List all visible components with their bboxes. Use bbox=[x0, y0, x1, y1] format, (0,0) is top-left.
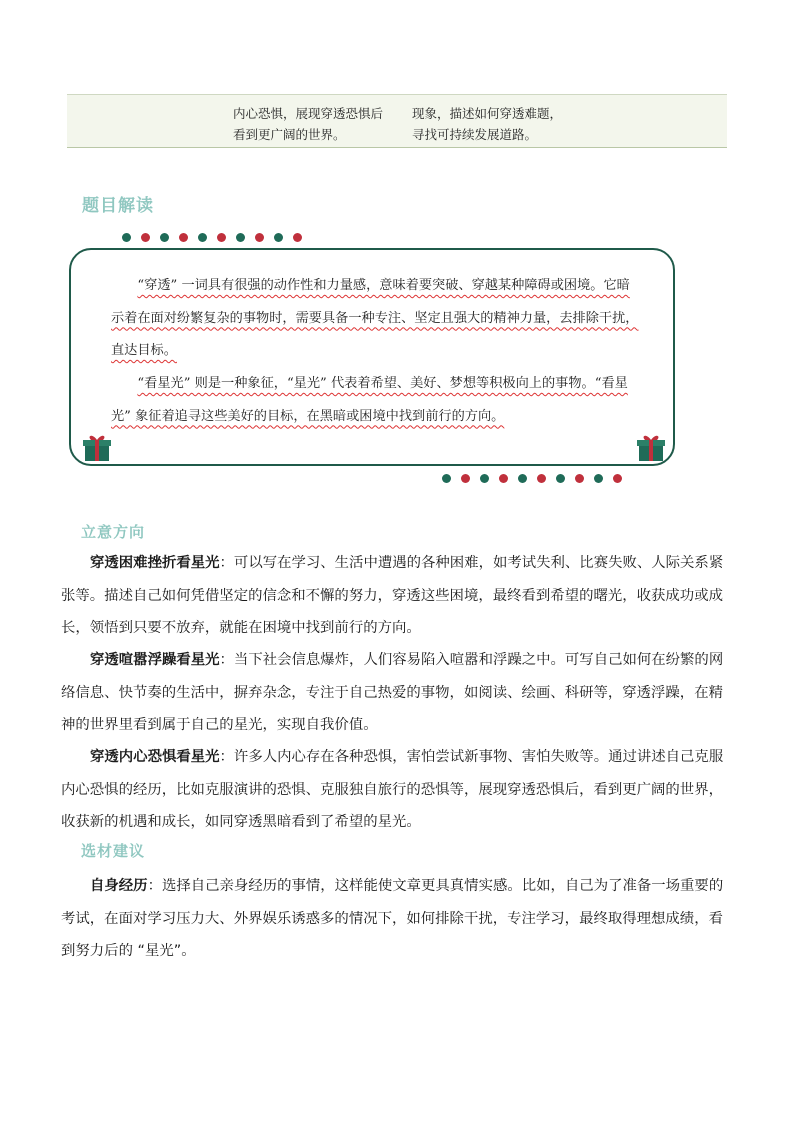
table-cell-left-line2: 看到更广阔的世界。 bbox=[233, 127, 346, 142]
theme-item-3 bbox=[61, 741, 733, 839]
decorative-dot bbox=[537, 474, 546, 483]
table-cell-left bbox=[233, 103, 383, 145]
decorative-dot bbox=[518, 474, 527, 483]
section-title-material-suggestions: 选材建议 bbox=[81, 842, 146, 860]
decorative-dot bbox=[198, 233, 207, 242]
top-table-strip bbox=[67, 94, 727, 148]
gift-box-icon bbox=[636, 433, 666, 463]
section-title-theme-direction: 立意方向 bbox=[81, 523, 146, 541]
decorative-dot bbox=[442, 474, 451, 483]
interpretation-paragraph-2 bbox=[111, 368, 641, 433]
decorative-dot bbox=[160, 233, 169, 242]
theme-item-3-text: ：许多人内心存在各种恐惧，害怕尝试新事物、害怕失败等。通过讲述自己克服内心恐惧的经历，比如克服演讲的恐惧、克服独自旅行的恐惧等，展现穿透恐惧后，看到更广阔的世界，收获新的机遇和成长，如同穿透黑暗看到了希望的星光。 bbox=[61, 749, 724, 830]
material-item-1-lead: 自身经历 bbox=[90, 878, 148, 894]
decorative-dot bbox=[613, 474, 622, 483]
decorative-dot bbox=[236, 233, 245, 242]
decorative-dot bbox=[461, 474, 470, 483]
decorative-dot bbox=[179, 233, 188, 242]
theme-item-2-lead: 穿透喧嚣浮躁看星光 bbox=[90, 652, 220, 668]
interpretation-frame bbox=[69, 248, 675, 466]
material-item-1 bbox=[61, 870, 733, 968]
decorative-dot bbox=[480, 474, 489, 483]
theme-item-1-text: ：可以写在学习、生活中遭遇的各种困难，如考试失利、比赛失败、人际关系紧张等。描述自己如何凭借坚定的信念和不懈的努力，穿透这些困境，最终看到希望的曙光，收获成功或成长，领悟到只要不放弃，就能在困境中找到前行的方向。 bbox=[61, 555, 724, 636]
table-cell-right-line1: 现象，描述如何穿透难题， bbox=[412, 106, 563, 121]
section-title-topic-interpretation: 题目解读 bbox=[82, 196, 154, 216]
theme-item-1-lead: 穿透困难挫折看星光 bbox=[90, 555, 220, 571]
decorative-dot bbox=[274, 233, 283, 242]
theme-item-1 bbox=[61, 547, 733, 645]
decorative-dots-top bbox=[122, 233, 302, 243]
interpretation-text-2: “看星光” 则是一种象征，“星光” 代表着希望、美好、梦想等积极向上的事物。“看星光” 象征着追寻这些美好的目标，在黑暗或困境中找到前行的方向。 bbox=[111, 376, 628, 424]
decorative-dot bbox=[255, 233, 264, 242]
decorative-dots-bottom bbox=[442, 474, 622, 484]
material-item-1-text: ：选择自己亲身经历的事情，这样能使文章更具真情实感。比如，自己为了准备一场重要的考试，在面对学习压力大、外界娱乐诱惑多的情况下，如何排除干扰，专注学习，最终取得理想成绩，看到努力后的 “星光”。 bbox=[61, 878, 724, 959]
decorative-dot bbox=[217, 233, 226, 242]
interpretation-text-1: “穿透” 一词具有很强的动作性和力量感，意味着要突破、穿越某种障碍或困境。它暗示着在面对纷繁复杂的事物时，需要具备一种专注、坚定且强大的精神力量，去排除干扰，直达目标。 bbox=[111, 278, 639, 358]
table-cell-right-line2: 寻找可持续发展道路。 bbox=[412, 127, 538, 142]
decorative-dot bbox=[575, 474, 584, 483]
decorative-dot bbox=[122, 233, 131, 242]
theme-item-2 bbox=[61, 644, 733, 742]
decorative-dot bbox=[594, 474, 603, 483]
decorative-dot bbox=[141, 233, 150, 242]
table-cell-right bbox=[412, 103, 562, 145]
theme-item-3-lead: 穿透内心恐惧看星光 bbox=[90, 749, 220, 765]
table-cell-left-line1: 内心恐惧，展现穿透恐惧后 bbox=[233, 106, 384, 121]
theme-item-2-text: ：当下社会信息爆炸，人们容易陷入喧嚣和浮躁之中。可写自己如何在纷繁的网络信息、快节奏的生活中，摒弃杂念，专注于自己热爱的事物，如阅读、绘画、科研等，穿透浮躁，在精神的世界里看到属于自己的星光，实现自我价值。 bbox=[61, 652, 724, 733]
decorative-dot bbox=[293, 233, 302, 242]
gift-box-icon bbox=[82, 433, 112, 463]
decorative-dot bbox=[499, 474, 508, 483]
interpretation-paragraph-1 bbox=[111, 270, 641, 368]
decorative-dot bbox=[556, 474, 565, 483]
